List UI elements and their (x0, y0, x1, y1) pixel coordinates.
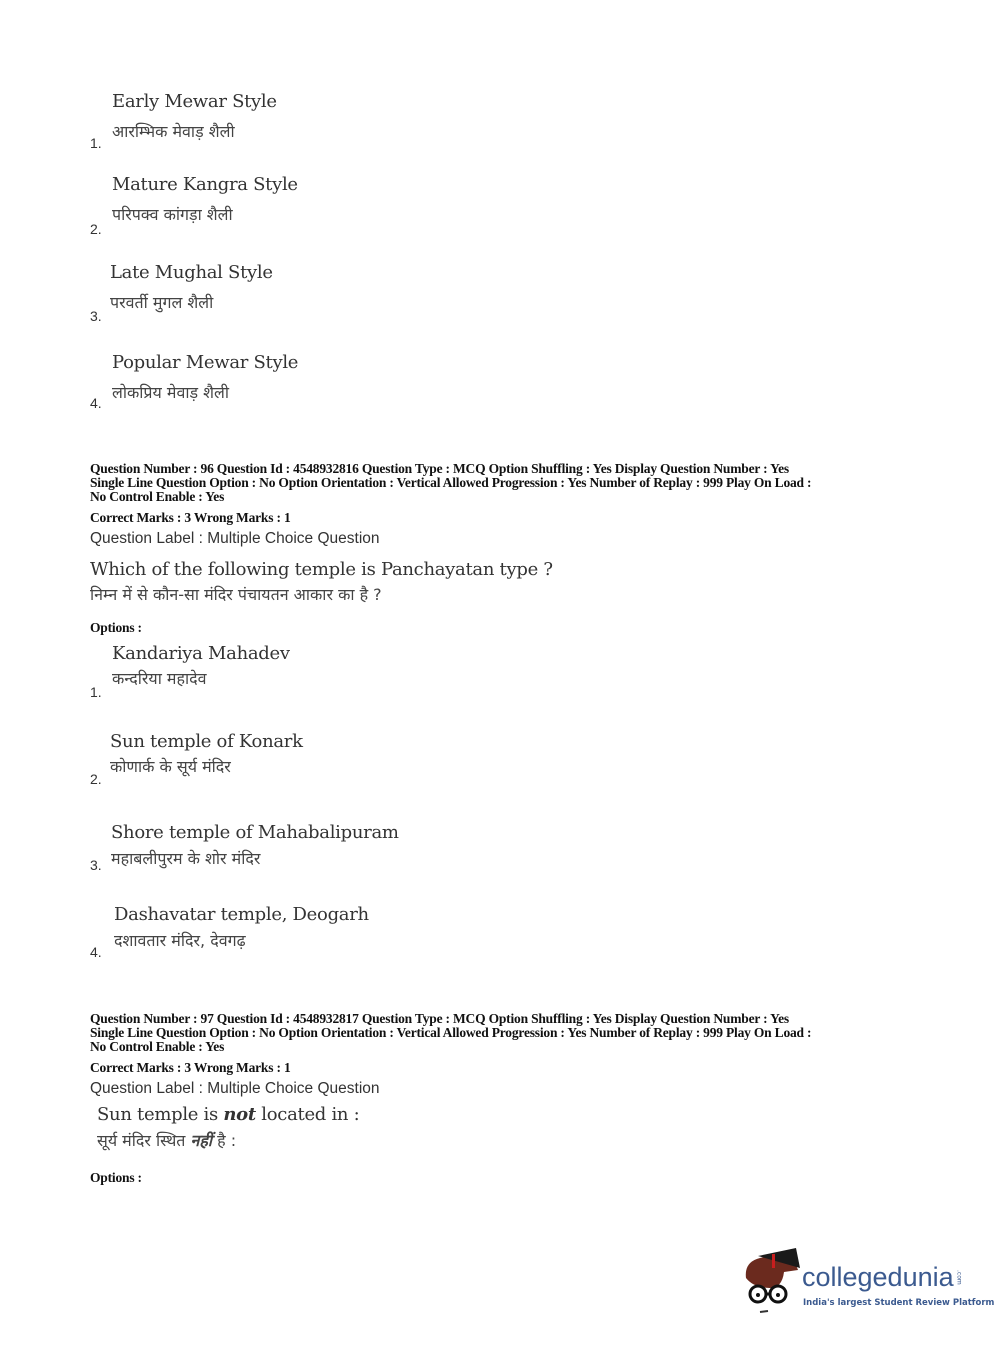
question-meta: Single Line Question Option : No Option Orientation : Vertical Allowed Progression : Yes Number of Replay : 999 Play On Load : (90, 475, 812, 490)
option-number: 2. (90, 771, 102, 787)
question-text-en: Which of the following temple is Panchayatan type ? (90, 559, 553, 580)
option-text-en: Shore temple of Mahabalipuram (111, 822, 399, 843)
emphasis: not (223, 1104, 256, 1125)
option-text-hi: आरम्भिक मेवाड़ शैली (112, 122, 235, 141)
option-number: 3. (90, 857, 102, 873)
option-text-en: Kandariya Mahadev (112, 643, 290, 664)
logo-name: collegedunia (802, 1262, 954, 1292)
question-text-hi (97, 1133, 236, 1149)
question-meta: Question Number : 96 Question Id : 4548932816 Question Type : MCQ Option Shuffling : Yes Display Question Number : Yes (90, 461, 789, 476)
option-text-en: Popular Mewar Style (112, 352, 299, 373)
option-number: 2. (90, 221, 102, 237)
option-number: 4. (90, 944, 102, 960)
question-meta: No Control Enable : Yes (90, 1039, 225, 1054)
option-number: 3. (90, 308, 102, 324)
option-number: 1. (90, 684, 102, 700)
logo-tagline: India's largest Student Review Platform (803, 1298, 995, 1308)
option-text-hi: परिपक्व कांगड़ा शैली (112, 205, 233, 224)
logo-wordmark (802, 1264, 962, 1291)
question-label: Question Label : Multiple Choice Question (90, 530, 380, 547)
marks: Correct Marks : 3 Wrong Marks : 1 (90, 1060, 291, 1075)
option-number: 1. (90, 135, 102, 151)
question-meta: Single Line Question Option : No Option Orientation : Vertical Allowed Progression : Yes Number of Replay : 999 Play On Load : (90, 1025, 812, 1040)
question-text-hi: निम्न में से कौन-सा मंदिर पंचायतन आकार का है ? (90, 585, 382, 604)
option-text-en: Sun temple of Konark (110, 731, 303, 752)
option-text-en: Late Mughal Style (110, 262, 273, 283)
option-text-hi: दशावतार मंदिर, देवगढ़ (114, 931, 246, 950)
text: है : (212, 1131, 237, 1150)
option-text-en: Early Mewar Style (112, 91, 277, 112)
option-text-hi: परवर्ती मुगल शैली (110, 293, 214, 312)
option-text-en: Mature Kangra Style (112, 174, 298, 195)
option-text-en: Dashavatar temple, Deogarh (114, 904, 369, 925)
text: located in : (255, 1104, 360, 1125)
option-text-hi: महाबलीपुरम के शोर मंदिर (111, 849, 261, 868)
option-text-hi: कन्दरिया महादेव (112, 669, 207, 688)
marks: Correct Marks : 3 Wrong Marks : 1 (90, 510, 291, 525)
question-meta: Question Number : 97 Question Id : 4548932817 Question Type : MCQ Option Shuffling : Yes Display Question Number : Yes (90, 1011, 789, 1026)
question-text-en (97, 1106, 359, 1124)
options-label: Options : (90, 1170, 142, 1185)
mascot-icon (740, 1248, 802, 1314)
text: Sun temple is (97, 1104, 224, 1125)
question-meta: No Control Enable : Yes (90, 489, 225, 504)
emphasis: नहीं (190, 1131, 213, 1150)
option-text-hi: लोकप्रिय मेवाड़ शैली (112, 383, 230, 402)
option-number: 4. (90, 395, 102, 411)
text: सूर्य मंदिर स्थित (97, 1131, 191, 1150)
option-text-hi: कोणार्क के सूर्य मंदिर (110, 757, 231, 776)
collegedunia-logo (740, 1248, 995, 1318)
question-label: Question Label : Multiple Choice Question (90, 1080, 380, 1097)
options-label: Options : (90, 620, 142, 635)
logo-suffix: .com (955, 1270, 963, 1285)
